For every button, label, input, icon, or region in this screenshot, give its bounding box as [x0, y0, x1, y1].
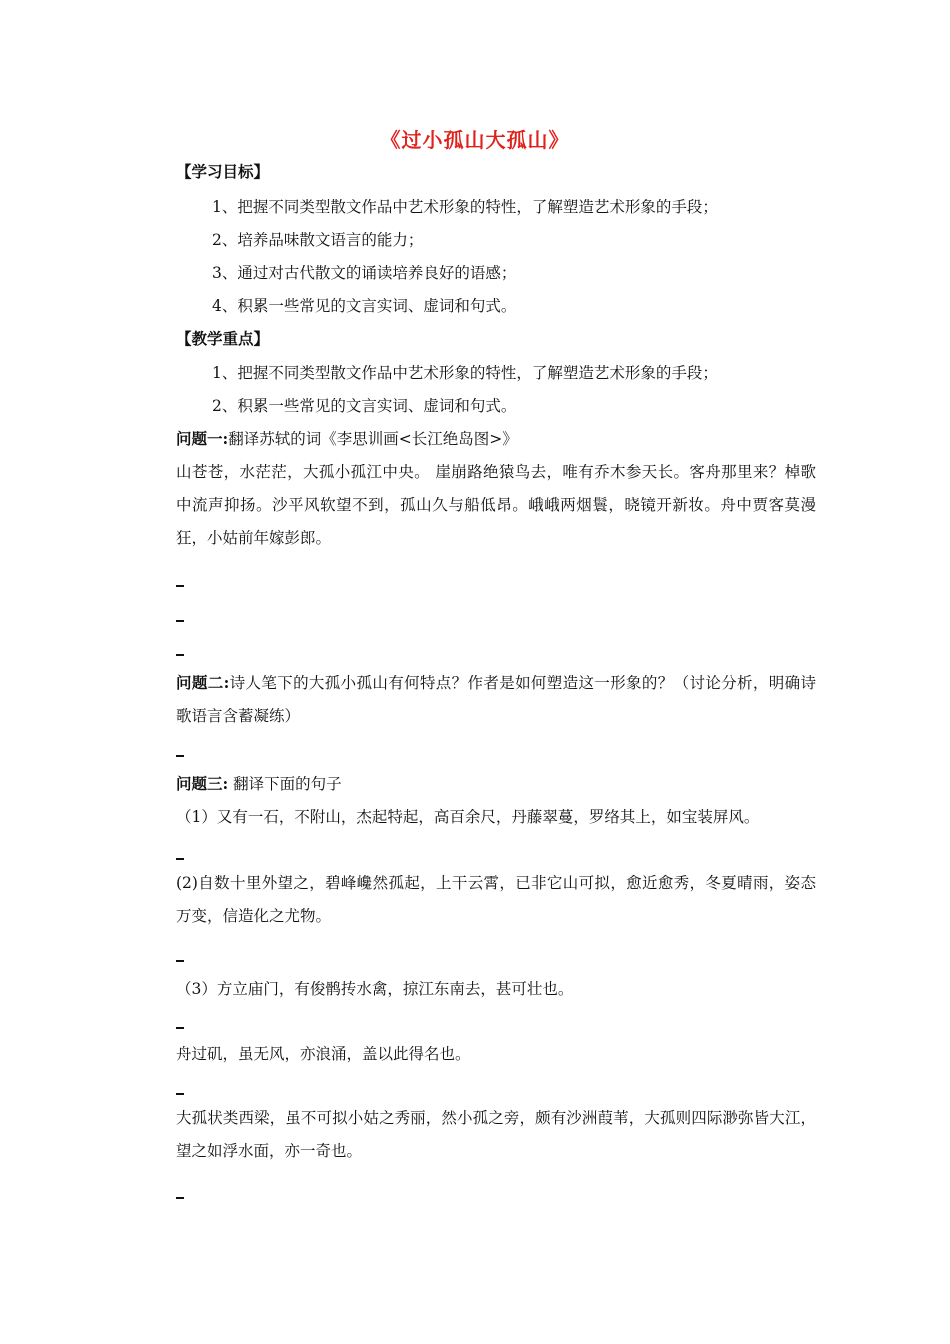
goal-item: 1、把握不同类型散文作品中艺术形象的特性，了解塑造艺术形象的手段； — [212, 198, 718, 216]
question-3-text: 翻译下面的句子 — [228, 775, 342, 793]
question-2-text: 诗人笔下的大孤小孤山有何特点？作者是如何塑造这一形象的？（讨论分析，明确诗歌语言含蓄凝练） — [176, 674, 816, 725]
answer-blank — [176, 1027, 184, 1029]
goal-item: 4、积累一些常见的文言实词、虚词和句式。 — [212, 297, 517, 315]
question-1-label: 问题一: — [176, 429, 229, 448]
teaching-focus-heading: 【教学重点】 — [176, 329, 270, 348]
learning-goals-heading: 【学习目标】 — [176, 162, 270, 181]
goal-item: 3、通过对古代散文的诵读培养良好的语感； — [212, 264, 517, 282]
sentence-1: （1）又有一石，不附山，杰起特起，高百余尺，丹藤翠蔓，罗络其上，如宝装屏风。 — [176, 808, 760, 826]
focus-item: 1、把握不同类型散文作品中艺术形象的特性，了解塑造艺术形象的手段； — [212, 364, 718, 382]
sentence-4: 舟过矶，虽无风，亦浪涌，盖以此得名也。 — [176, 1045, 471, 1063]
goal-item: 2、培养品味散文语言的能力； — [212, 231, 424, 249]
poem-text: 山苍苍，水茫茫，大孤小孤江中央。 崖崩路绝猿鸟去，唯有乔木参天长。客舟那里来？棹歌中流声抑扬。沙平风软望不到，孤山久与船低昂。峨峨两烟鬟，晓镜开新妆。舟中贾客莫漫狂，小姑前年嫁彭郎。 — [176, 463, 816, 547]
sentence-2: (2)自数十里外望之，碧峰巉然孤起，上干云霄，已非它山可拟，愈近愈秀，冬夏晴雨，姿态万变，信造化之尤物。 — [176, 874, 816, 925]
answer-blank — [176, 960, 184, 962]
sentence-5: 大孤状类西梁，虽不可拟小姑之秀丽，然小孤之旁，颇有沙洲葭苇，大孤则四际渺弥皆大江，望之如浮水面，亦一奇也。 — [176, 1109, 816, 1160]
answer-blank — [176, 1093, 184, 1095]
answer-blank — [176, 620, 184, 622]
question-3 — [176, 775, 816, 793]
sentence-3: （3）方立庙门，有俊鹘抟水禽，掠江东南去，甚可壮也。 — [176, 980, 574, 998]
answer-blank — [176, 755, 184, 757]
document-title: 《过小孤山大孤山》 — [380, 128, 570, 152]
question-1-text: 翻译苏轼的词《李思训画<长江绝岛图>》 — [228, 430, 518, 448]
answer-blank — [176, 654, 184, 656]
answer-blank — [176, 1197, 184, 1199]
question-3-label: 问题三: — [176, 774, 229, 793]
question-2-label: 问题二: — [176, 673, 230, 692]
answer-blank — [176, 858, 184, 860]
question-1 — [176, 430, 816, 448]
focus-item: 2、积累一些常见的文言实词、虚词和句式。 — [212, 397, 517, 415]
question-2 — [176, 666, 816, 733]
answer-blank — [176, 585, 184, 587]
